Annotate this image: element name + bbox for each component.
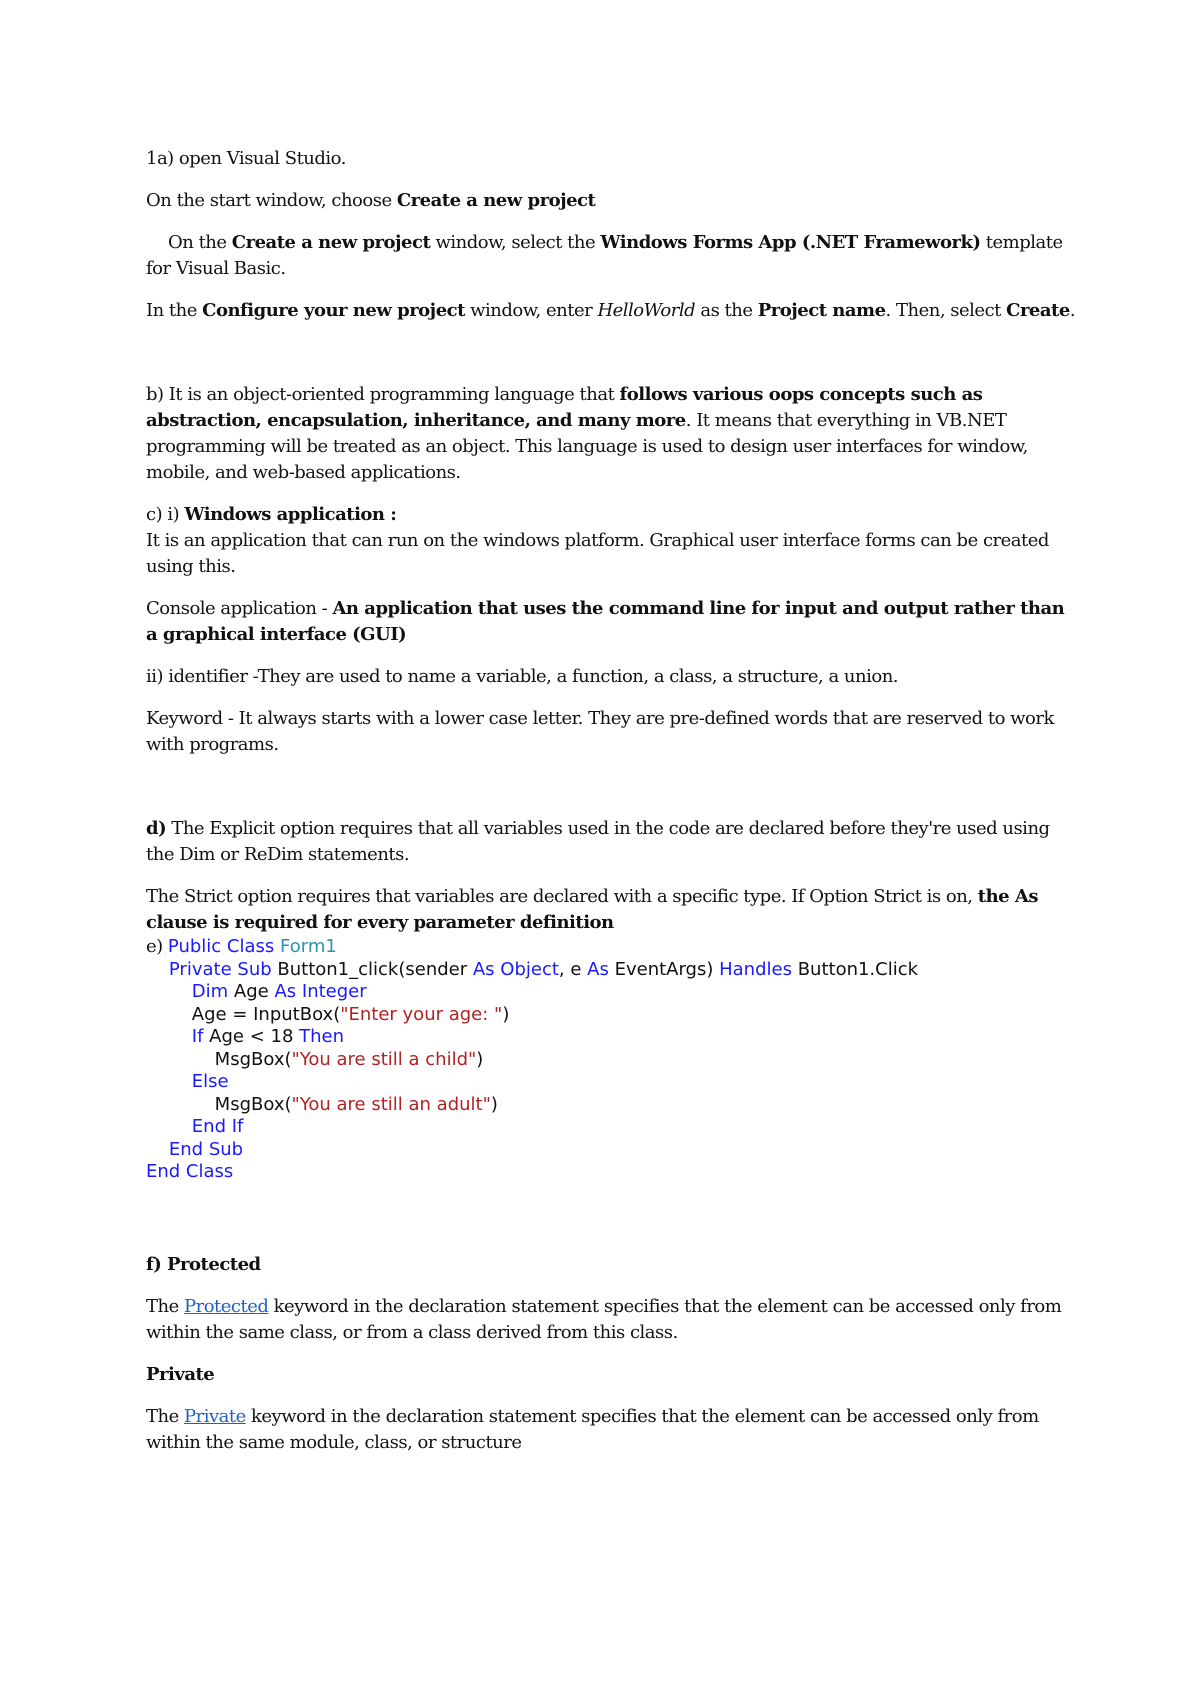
- q1b-paragraph: b) It is an object-oriented programming language that follows various oops concepts such as abstraction, encapsulation, inheritance, and many more. It means that everything in VB.NET programming will be treated as an object. This language is used to design user interfaces for window, mobile, and web-based applications.: [146, 384, 1028, 483]
- q1d-strict: The Strict option requires that variables are declared with a specific type. If Option Strict is on, the As clause is required for every parameter definition: [146, 886, 1038, 933]
- q1c-console-application: Console application - An application that uses the command line for input and output rather than a graphical interface (GUI): [146, 598, 1065, 645]
- document-body: [146, 146, 1076, 1456]
- private-link[interactable]: Private: [183, 1405, 246, 1427]
- q1c-windows-heading: c) i) Windows application : It is an application that can run on the windows platform. Graphical user interface forms can be created using this.: [146, 504, 1049, 577]
- q1a-create-project: On the Create a new project window, select the Windows Forms App (.NET Framework) template for Visual Basic.: [146, 232, 1063, 279]
- protected-link[interactable]: Protected: [183, 1295, 269, 1317]
- q1f-protected-heading: f) Protected: [146, 1253, 261, 1275]
- q1f-private-desc: The Private keyword in the declaration statement specifies that the element can be accessed only from within the same module, class, or structure: [146, 1405, 1039, 1453]
- q1f-protected-desc: The Protected keyword in the declaration statement specifies that the element can be accessed only from within the same class, or from a class derived from this class.: [146, 1295, 1062, 1343]
- q1d-explicit: d) The Explicit option requires that all variables used in the code are declared before they're used using the Dim or ReDim statements.: [146, 818, 1050, 865]
- q1a-start-window: On the start window, choose Create a new project: [146, 190, 596, 211]
- code-block: e) Public Class Form1 Private Sub Button1_click(sender As Object, e As EventArgs) Handles Button1.Click Dim Age As Integer Age = InputBox("Enter your age: ") If Age < 18 Then MsgBox("You are still a child") Else MsgBox("You are still an adult") End If End Sub End Class: [146, 936, 919, 1182]
- q1a-open-vs: 1a) open Visual Studio.: [146, 148, 346, 169]
- q1a-configure-project: In the Configure your new project window, enter HelloWorld as the Project name. Then, select Create.: [146, 300, 1076, 321]
- q1c-identifier: ii) identifier -They are used to name a variable, a function, a class, a structure, a union.: [146, 666, 899, 687]
- q1f-private-heading: Private: [146, 1363, 215, 1385]
- q1c-keyword: Keyword - It always starts with a lower case letter. They are pre-defined words that are reserved to work with programs.: [146, 708, 1054, 755]
